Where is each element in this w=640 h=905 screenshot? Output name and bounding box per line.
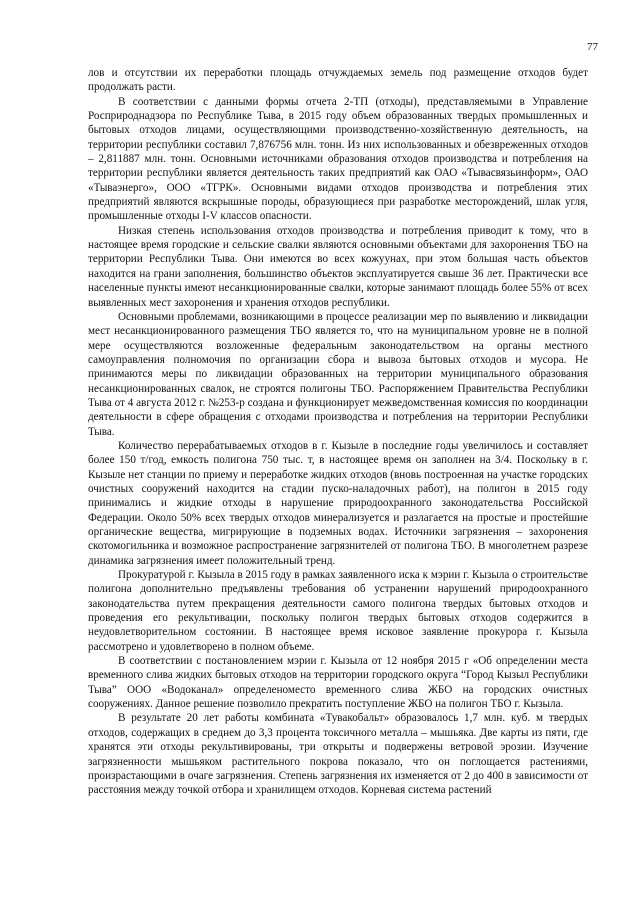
paragraph-continuation: лов и отсутствии их переработки площадь отчуждаемых земель под размещение отходов будет продолжать расти. <box>88 67 588 94</box>
page-body-text <box>88 66 588 798</box>
page-number: 77 <box>587 41 598 53</box>
paragraph-tuvakobalt: В результате 20 лет работы комбината «Тувакобальт» образовалось 1,7 млн. куб. м твердых отходов, содержащих в среднем до 3,3 процента токсичного металла – мышьяка. Две карты из пяти, где хранятся эти отходы рекультивированы, три открыты и подвержены ветровой эрозии. Изучение загрязненности мышьяком растительного покрова показало, что он поглощается растениями, произрастающими в очаге загрязнения. Степень загрязнения их изменяется от 2 до 400 в зависимости от расстояния между точкой отбора и хранилищем отходов. Корневая система растений <box>88 712 588 797</box>
paragraph-resolution: В соответствии с постановлением мэрии г. Кызыла от 12 ноября 2015 г «Об определении места временного слива жидких бытовых отходов на территории городского округа “Город Кызыл Республики Тыва” ООО «Водоканал» определеноместо временного слива ЖБО на городских очистных сооружениях. Данное решение позволило прекратить поступление ЖБО на полигон ТБО г. Кызыла. <box>88 655 588 711</box>
paragraph-landfills: Низкая степень использования отходов производства и потребления приводит к тому, что в настоящее время городские и сельские свалки являются основными объектами для захоронения ТБО на территории Республики Тыва. Они имеются во всех кожуунах, при этом большая часть объектов находится на грани заполнения, большинство объектов эксплуатируется свыше 36 лет. Практически все населенные пункты имеют несанкционированные свалки, которые занимают площадь более 55% от всех выявленных мест захоронения и хранения отходов республики. <box>88 224 588 309</box>
paragraph-prosecutor: Прокуратурой г. Кызыла в 2015 году в рамках заявленного иска к мэрии г. Кызыла о строительстве полигона дополнительно предъявлены требования об устранении нарушений природоохранного законодательства путем прекращения деятельности самого полигона твердых бытовых отходов и проведения его рекультивации, поскольку полигон твердых бытовых отходов содержится в неудовлетворительном состоянии. В настоящее время исковое заявление прокурора г. Кызыла рассмотрено и удовлетворено в полном объеме. <box>88 569 588 653</box>
paragraph-waste-volume: В соответствии с данными формы отчета 2-ТП (отходы), представляемыми в Управление Росприроднадзора по Республике Тыва, в 2015 году объем образованных твердых промышленных и бытовых отходов лицами, осуществляющими производственно-хозяйственную деятельность, на территории республики составил 7,876756 млн. тонн. Из них использованных и обезвреженных отходов – 2,811887 млн. тонн. Основными источниками образования отходов производства и потребления на территории республики является деятельность таких предприятий как ОАО «Тывасвязьинформ», ОАО «Тываэнерго», ООО «ТГРК». Основными видами отходов производства и потребления этих предприятий являются вскрышные породы, образующиеся при разработке месторождений, шлак угля, промышленные отходы I-V классов опасности. <box>88 95 588 223</box>
paragraph-problems: Основными проблемами, возникающими в процессе реализации мер по выявлению и ликвидации мест несанкционированного размещения ТБО является то, что на муниципальном уровне не в полной мере осуществляются возложенные федеральным законодательством на органы местного самоуправления полномочия по организации сбора и вывоза бытовых отходов и мусора. Не принимаются меры по ликвидации образованных на территории муниципального образования несанкционированных свалок, не строятся полигоны ТБО. Распоряжением Правительства Республики Тыва от 4 августа 2012 г. №253-р создана и функционирует межведомственная комиссия по координации деятельности в сфере обращения с отходами производства и потребления на территории Республики Тыва. <box>88 310 588 438</box>
paragraph-kyzyl-processing: Количество перерабатываемых отходов в г. Кызыле в последние годы увеличилось и составляет более 150 т/год, емкость полигона 750 тыс. т, в настоящее время он заполнен на 3/4. Поскольку в г. Кызыле нет станции по приему и переработке жидких отходов (вновь построенная на участке городских очистных сооружений находится на стадии пуско-наладочных работ), на полигон в 2015 году принимались и жидкие отходы в нарушение природоохранного законодательства Российской Федерации. Около 50% всех твердых отходов минерализуется и разлагается на простые и простейшие органические вещества, мигрирующие в подземных водах. Источники загрязнения – захоронения скотомогильника и возможное распространение загрязнителей от полигона ТБО. В многолетнем разрезе динамика загрязнения имеет положительный тренд. <box>88 439 588 567</box>
